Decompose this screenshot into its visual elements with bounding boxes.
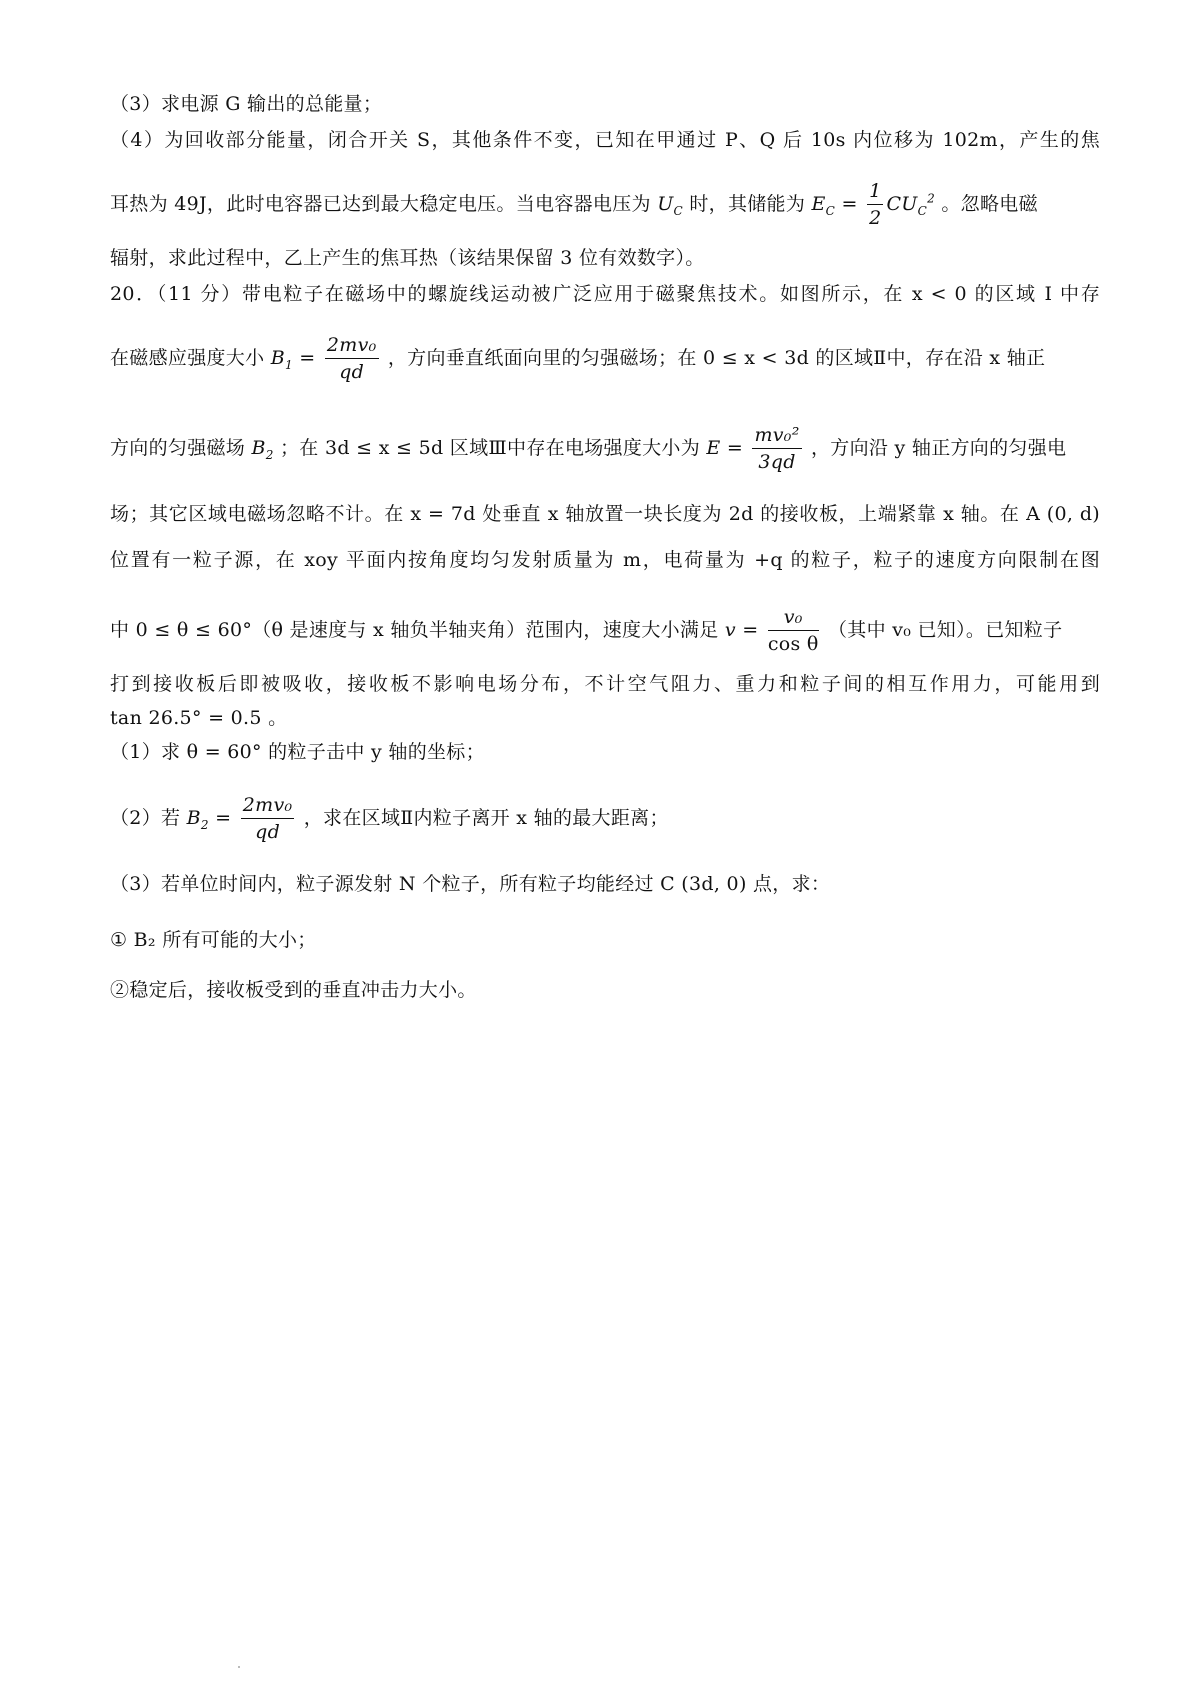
uc-symbol: $U_C$ <box>657 193 683 218</box>
fraction-b2: $\frac{\text{2mv₀}}{qd}$ <box>242 794 293 843</box>
part4-question-line1: （4）为回收部分能量，闭合开关 S，其他条件不变，已知在甲通过 P、Q 后 10s 内位移为 102m，产生的焦 <box>110 129 1100 151</box>
text-fragment: （其中 v₀ 已知）。已知粒子 <box>827 619 1063 641</box>
q20-intro-line4: 场；其它区域电磁场忽略不计。在 x = 7d 处垂直 x 轴放置一块长度为 2d 的接收板，上端紧靠 x 轴。在 A (0, d) <box>110 503 1100 525</box>
fraction-v: $\frac{\text{v₀}}{\text{cos θ}}$ <box>767 606 819 655</box>
q20-intro-line1: 20．（11 分）带电粒子在磁场中的螺旋线运动被广泛应用于磁聚焦技术。如图所示，在 x < 0 的区域 I 中存 <box>110 283 1100 305</box>
e-symbol: E = <box>706 437 750 459</box>
q20-intro-line6 <box>110 608 1100 654</box>
fraction-half: $\frac{1}{2}$ <box>869 180 882 229</box>
q20-intro-line7: 打到接收板后即被吸收，接收板不影响电场分布，不计空气阻力、重力和粒子间的相互作用力，可能用到 <box>110 673 1100 695</box>
b2-symbol: $B_2$ = <box>186 807 238 832</box>
q20-subquestion-3: （3）若单位时间内，粒子源发射 N 个粒子，所有粒子均能经过 C (3d, 0) 点，求： <box>110 873 831 895</box>
q20-intro-line5: 位置有一粒子源，在 xoy 平面内按角度均匀发射质量为 m，电荷量为 +q 的粒子，粒子的速度方向限制在图 <box>110 549 1100 571</box>
part4-question-line2 <box>110 182 1100 228</box>
b1-symbol: $B_1$ = <box>270 347 322 372</box>
text-fragment: 在磁感应强度大小 <box>110 347 265 369</box>
ec-formula: $E_C$ = <box>811 193 865 218</box>
q20-intro-line3 <box>110 426 1100 472</box>
q20-intro-line8: tan 26.5° = 0.5 。 <box>110 707 288 729</box>
fraction-b1: $\frac{\text{2mv₀}}{qd}$ <box>326 334 377 383</box>
text-fragment: ；在 3d ≤ x ≤ 5d 区域Ⅲ中存在电场强度大小为 <box>280 437 701 459</box>
text-fragment: （2）若 <box>110 807 181 829</box>
q20-subquestion-1: （1）求 θ = 60° 的粒子击中 y 轴的坐标； <box>110 741 485 763</box>
part4-question-line3: 辐射，求此过程中，乙上产生的焦耳热（该结果保留 3 位有效数字）。 <box>110 247 705 269</box>
text-fragment: ，求在区域Ⅱ内粒子离开 x 轴的最大距离； <box>303 807 669 829</box>
scan-speck <box>238 1666 240 1668</box>
q20-intro-line2 <box>110 336 1100 382</box>
text-fragment: 耳热为 49J，此时电容器已达到最大稳定电压。当电容器电压为 <box>110 193 651 215</box>
text-fragment: ，方向垂直纸面向里的匀强磁场；在 0 ≤ x < 3d 的区域Ⅱ中，存在沿 x 轴正 <box>387 347 1046 369</box>
v-symbol: v = <box>724 619 765 641</box>
text-fragment: 方向的匀强磁场 <box>110 437 246 459</box>
q20-subquestion-3b: ②稳定后，接收板受到的垂直冲击力大小。 <box>110 979 477 1001</box>
q20-subquestion-3a: ① B₂ 所有可能的大小； <box>110 929 317 951</box>
cu-squared: $CU_C^2$ <box>886 191 936 218</box>
part3-question: （3）求电源 G 输出的总能量； <box>110 93 383 115</box>
text-fragment: 中 0 ≤ θ ≤ 60°（θ 是速度与 x 轴负半轴夹角）范围内，速度大小满足 <box>110 619 719 641</box>
q20-subquestion-2 <box>110 796 1100 842</box>
text-fragment: 。忽略电磁 <box>941 193 1038 215</box>
text-fragment: ，方向沿 y 轴正方向的匀强电 <box>810 437 1067 459</box>
b2-symbol: $B_2$ <box>251 437 274 462</box>
fraction-e: $\frac{\text{mv₀²}}{3qd}$ <box>754 424 800 473</box>
text-fragment: 时，其储能为 <box>689 193 806 215</box>
